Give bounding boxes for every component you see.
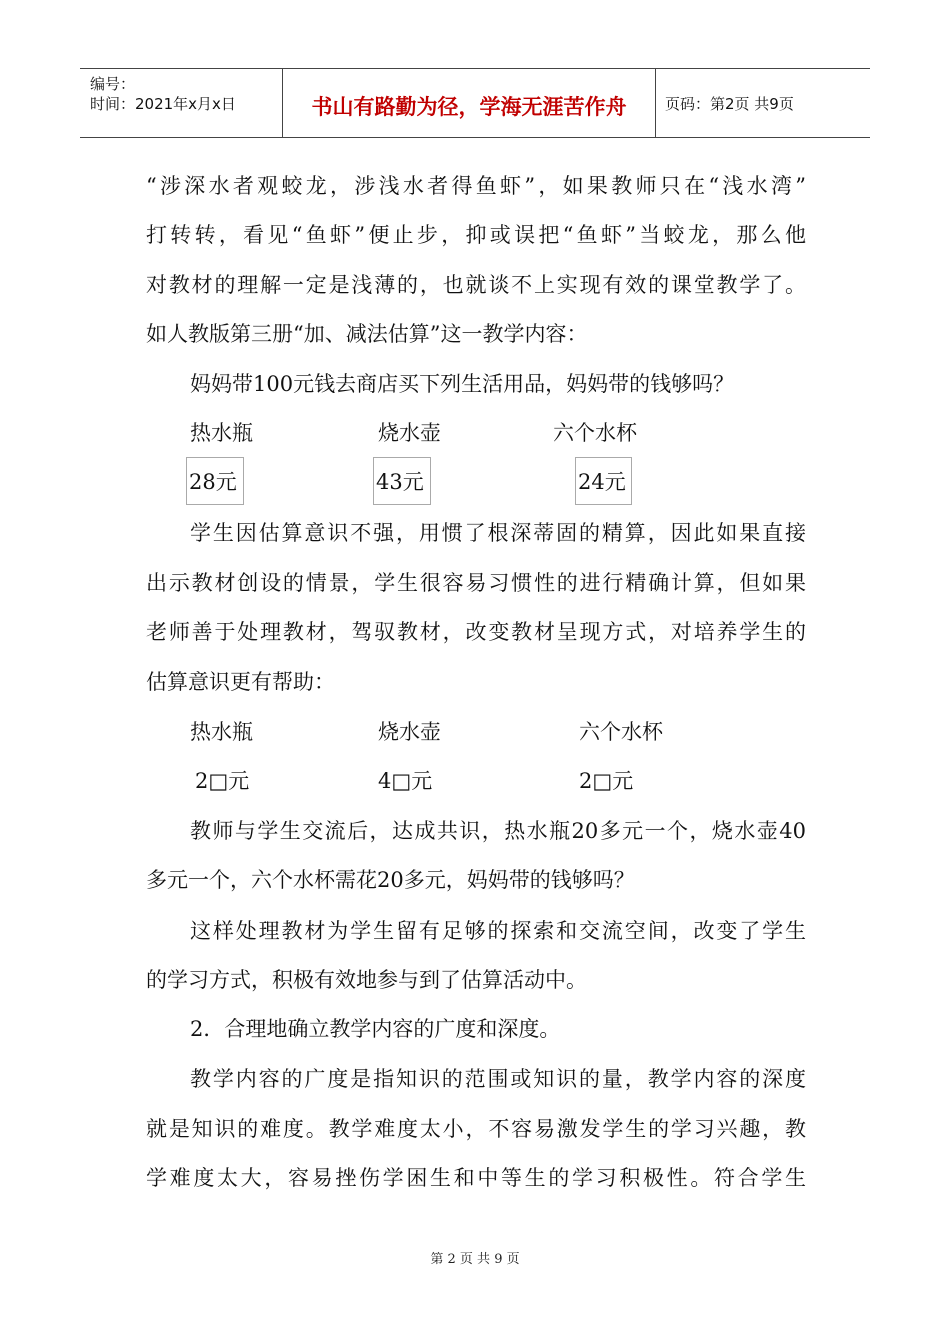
paragraph-1-line: 如人教版第三册“加、减法估算”这一教学内容： <box>146 322 588 346</box>
estimate-price-thermos: 2□元 <box>195 769 250 793</box>
header-page-cell <box>656 69 870 137</box>
document-date-label: 时间：2021年x月x日 <box>90 95 236 113</box>
paragraph-5-line: 就是知识的难度。教学难度太小，不容易激发学生的学习兴趣，教 <box>146 1117 806 1141</box>
paragraph-1-line: 打转转，看见“鱼虾”便止步，抑或误把“鱼虾”当蛟龙，那么他 <box>146 223 806 247</box>
header-motto-cell <box>283 69 656 137</box>
item-kettle: 烧水壶 <box>378 720 441 744</box>
page-footer: 第 2 页 共 9 页 <box>430 1252 520 1267</box>
paragraph-2-line: 出示教材创设的情景，学生很容易习惯性的进行精确计算，但如果 <box>146 571 806 595</box>
page-header <box>80 68 870 138</box>
paragraph-1-line: “涉深水者观蛟龙，涉浅水者得鱼虾”，如果教师只在“浅水湾” <box>146 174 806 198</box>
estimate-price-kettle: 4□元 <box>378 769 433 793</box>
document-number-label: 编号： <box>90 75 136 93</box>
item-six-cups: 六个水杯 <box>579 720 663 744</box>
section-heading: 2．合理地确立教学内容的广度和深度。 <box>190 1017 561 1041</box>
price-box-six-cups: 24元 <box>575 457 632 505</box>
paragraph-4-line: 的学习方式，积极有效地参与到了估算活动中。 <box>146 968 587 992</box>
paragraph-4-line: 这样处理教材为学生留有足够的探索和交流空间，改变了学生 <box>190 919 806 943</box>
word-problem-question: 妈妈带100元钱去商店买下列生活用品，妈妈带的钱够吗？ <box>190 372 735 396</box>
paragraph-2-line: 估算意识更有帮助： <box>146 670 335 694</box>
paragraph-2-line: 老师善于处理教材，驾驭教材，改变教材呈现方式，对培养学生的 <box>146 620 806 644</box>
item-kettle: 烧水壶 <box>378 421 441 445</box>
price-box-kettle: 43元 <box>373 457 431 505</box>
item-thermos: 热水瓶 <box>190 720 253 744</box>
paragraph-1-line: 对教材的理解一定是浅薄的，也就谈不上实现有效的课堂教学了。 <box>146 273 806 297</box>
paragraph-5-line: 学难度太大，容易挫伤学困生和中等生的学习积极性。符合学生 <box>146 1166 806 1190</box>
header-meta-cell <box>80 69 283 137</box>
header-page-info: 页码：第2页 共9页 <box>665 95 794 113</box>
header-motto: 书山有路勤为径，学海无涯苦作舟 <box>311 95 627 119</box>
price-box-thermos: 28元 <box>186 457 244 505</box>
item-six-cups: 六个水杯 <box>553 421 637 445</box>
paragraph-3-line: 教师与学生交流后，达成共识，热水瓶20多元一个，烧水壶40 <box>190 819 806 843</box>
paragraph-3-line: 多元一个，六个水杯需花20多元，妈妈带的钱够吗？ <box>146 868 635 892</box>
paragraph-2-line: 学生因估算意识不强，用惯了根深蒂固的精算，因此如果直接 <box>190 521 806 545</box>
estimate-price-six-cups: 2□元 <box>579 769 634 793</box>
item-thermos: 热水瓶 <box>190 421 253 445</box>
paragraph-5-line: 教学内容的广度是指知识的范围或知识的量，教学内容的深度 <box>190 1067 806 1091</box>
